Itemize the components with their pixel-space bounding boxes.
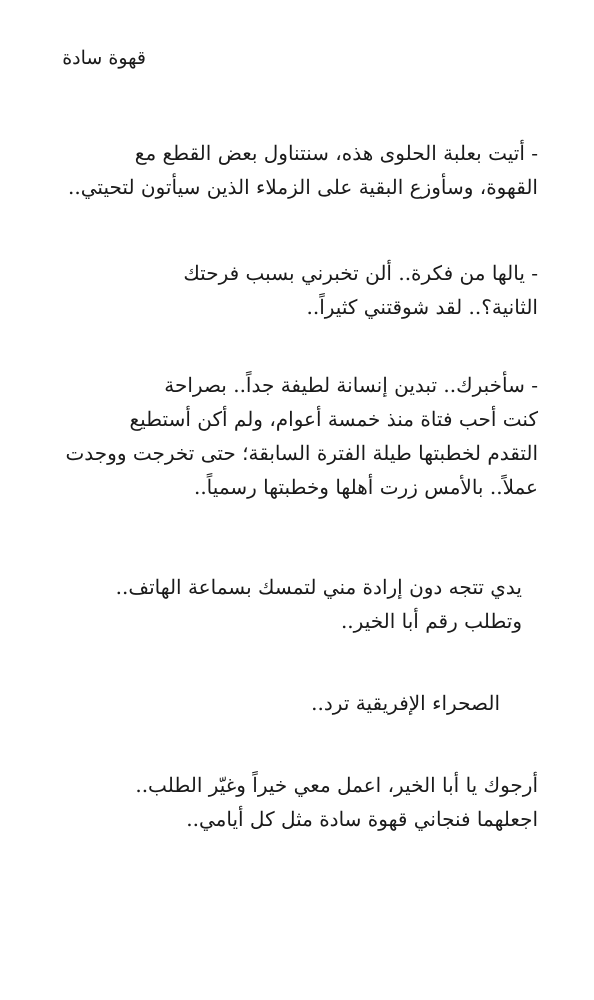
paragraph-phone-call bbox=[62, 570, 522, 638]
paragraph-sweets-box bbox=[54, 136, 538, 204]
text-line: - يالها من فكرة.. ألن تخبرني بسبب فرحتك bbox=[183, 261, 538, 285]
text-line: عملاً.. بالأمس زرت أهلها وخطبتها رسمياً.. bbox=[193, 475, 538, 499]
text-line: - أتيت بعلبة الحلوى هذه، سنتناول بعض القطع مع bbox=[134, 141, 538, 165]
text-line: التقدم لخطبتها طيلة الفترة السابقة؛ حتى تخرجت ووجدت bbox=[65, 441, 538, 465]
paragraph-what-an-idea bbox=[54, 256, 538, 324]
text-line: وتطلب رقم أبا الخير.. bbox=[340, 609, 522, 633]
text-line: القهوة، وسأوزع البقية على الزملاء الذين سيأتون لتحيتي.. bbox=[68, 175, 538, 199]
text-line: يدي تتجه دون إرادة مني لتمسك بسماعة الهاتف.. bbox=[115, 575, 522, 599]
text-line: أرجوك يا أبا الخير، اعمل معي خيراً وغيّر الطلب.. bbox=[135, 773, 538, 797]
paragraph-desert-reply bbox=[311, 686, 500, 720]
text-line: اجعلهما فنجاني قهوة سادة مثل كل أيامي.. bbox=[186, 807, 538, 831]
paragraph-black-coffee bbox=[54, 768, 538, 836]
text-line: الثانية؟.. لقد شوقتني كثيراً.. bbox=[306, 295, 538, 319]
text-line: الصحراء الإفريقية ترد.. bbox=[311, 691, 500, 715]
running-header: قهوة سادة bbox=[62, 47, 146, 69]
text-line: كنت أحب فتاة منذ خمسة أعوام، ولم أكن أستطيع bbox=[129, 407, 538, 431]
paragraph-engagement-news bbox=[54, 368, 538, 504]
text-line: - سأخبرك.. تبدين إنسانة لطيفة جداً.. بصراحة bbox=[164, 373, 538, 397]
